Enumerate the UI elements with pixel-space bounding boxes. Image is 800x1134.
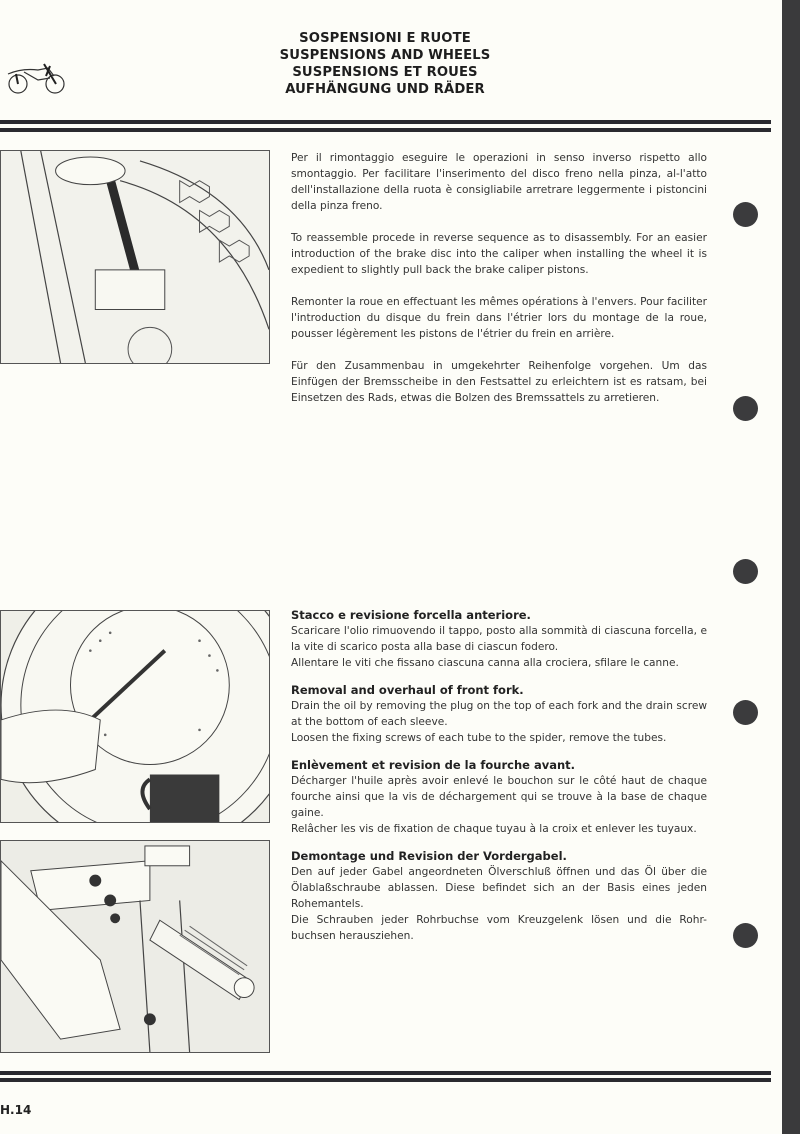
binder-hole	[733, 202, 758, 227]
footer-rule-bottom	[0, 1078, 771, 1082]
header-rule-top	[0, 120, 771, 124]
paragraph-english: To reassemble procede in reverse sequence as to disassembly. For an easier introduction of the brake disc into the caliper when installing the wheel it is expedient to slightly pull back the brake caliper pistons.	[291, 232, 707, 276]
line-english-1: Drain the oil by removing the plug on the top of each fork and the drain screw at the bottom of each sleeve.	[291, 700, 707, 728]
line-french-2: Relâcher les vis de fixation de chaque tuyau à la croix et enlever les tuyaux.	[291, 823, 697, 835]
binder-hole	[733, 700, 758, 725]
block-german	[291, 848, 707, 944]
line-french-1: Décharger l'huile après avoir enlevé le bouchon sur le côté haut de chaque fourche ainsi que la vis de déchargement qui se trouve à la base de chaque gaine.	[291, 775, 707, 819]
block-italian	[291, 607, 707, 671]
line-italian-2: Allentare le viti che fissano ciascuna canna alla crociera, sfilare le canne.	[291, 657, 679, 669]
page-number: H.14	[0, 1103, 32, 1117]
reassembly-text	[291, 150, 707, 406]
header-rule-bottom	[0, 128, 771, 132]
paragraph-italian: Per il rimontaggio eseguire le operazioni in senso inverso rispetto allo smontaggio. Per facilitare l'inserimento del disco freno nella pinza, al-l'atto dell'installazione della ruota è consigliabile arretrare leggermente i pistoncini della pinza freno.	[291, 152, 707, 212]
paragraph-german: Für den Zusammenbau in umgekehrter Reihenfolge vorgehen. Um das Einfügen der Bremsscheibe in den Festsattel zu erleichtern ist es ratsam, bei Einsetzen des Rads, etwas die Bolzen des Bremssattels zu arretieren.	[291, 360, 707, 404]
page-titles	[240, 30, 530, 98]
motorcycle-icon	[4, 58, 68, 98]
line-german-1: Den auf jeder Gabel angeordneten Ölverschluß öffnen und das Öl über die Ölablaßschraube ablassen. Diese befindet sich an der Basis eines jeden Rohemantels.	[291, 866, 707, 910]
line-english-2: Loosen the fixing screws of each tube to the spider, remove the tubes.	[291, 732, 667, 744]
line-german-2: Die Schrauben jeder Rohrbuchse vom Kreuzgelenk lösen und die Rohr-buchsen herausziehen.	[291, 914, 707, 942]
page-edge-shadow	[782, 0, 800, 1134]
title-french: SUSPENSIONS ET ROUES	[292, 65, 478, 80]
heading-italian: Stacco e revisione forcella anteriore.	[291, 608, 531, 622]
fork-drain-illustration	[0, 610, 270, 823]
heading-german: Demontage und Revision der Vordergabel.	[291, 849, 567, 863]
brake-caliper-illustration	[0, 150, 270, 364]
line-italian-1: Scaricare l'olio rimuovendo il tappo, posto alla sommità di ciascuna forcella, e la vite di scarico posta alla base di ciascun fodero.	[291, 625, 707, 653]
footer-rule-top	[0, 1071, 771, 1075]
fork-clamp-illustration	[0, 840, 270, 1053]
title-italian: SOSPENSIONI E RUOTE	[299, 31, 471, 46]
binder-hole	[733, 396, 758, 421]
heading-french: Enlèvement et revision de la fourche avant.	[291, 758, 576, 772]
front-fork-instructions	[291, 607, 707, 944]
block-french	[291, 757, 707, 837]
binder-hole	[733, 559, 758, 584]
title-english: SUSPENSIONS AND WHEELS	[279, 48, 491, 63]
binder-hole	[733, 923, 758, 948]
heading-english: Removal and overhaul of front fork.	[291, 683, 524, 697]
paragraph-french: Remonter la roue en effectuant les mêmes opérations à l'envers. Pour faciliter l'introduction du disque du frein dans l'étrier lors du montage de la roue, pousser légèrement les pistons de l'étrier du frein en arrière.	[291, 296, 707, 340]
block-english	[291, 682, 707, 746]
title-german: AUFHÄNGUNG UND RÄDER	[285, 82, 485, 97]
